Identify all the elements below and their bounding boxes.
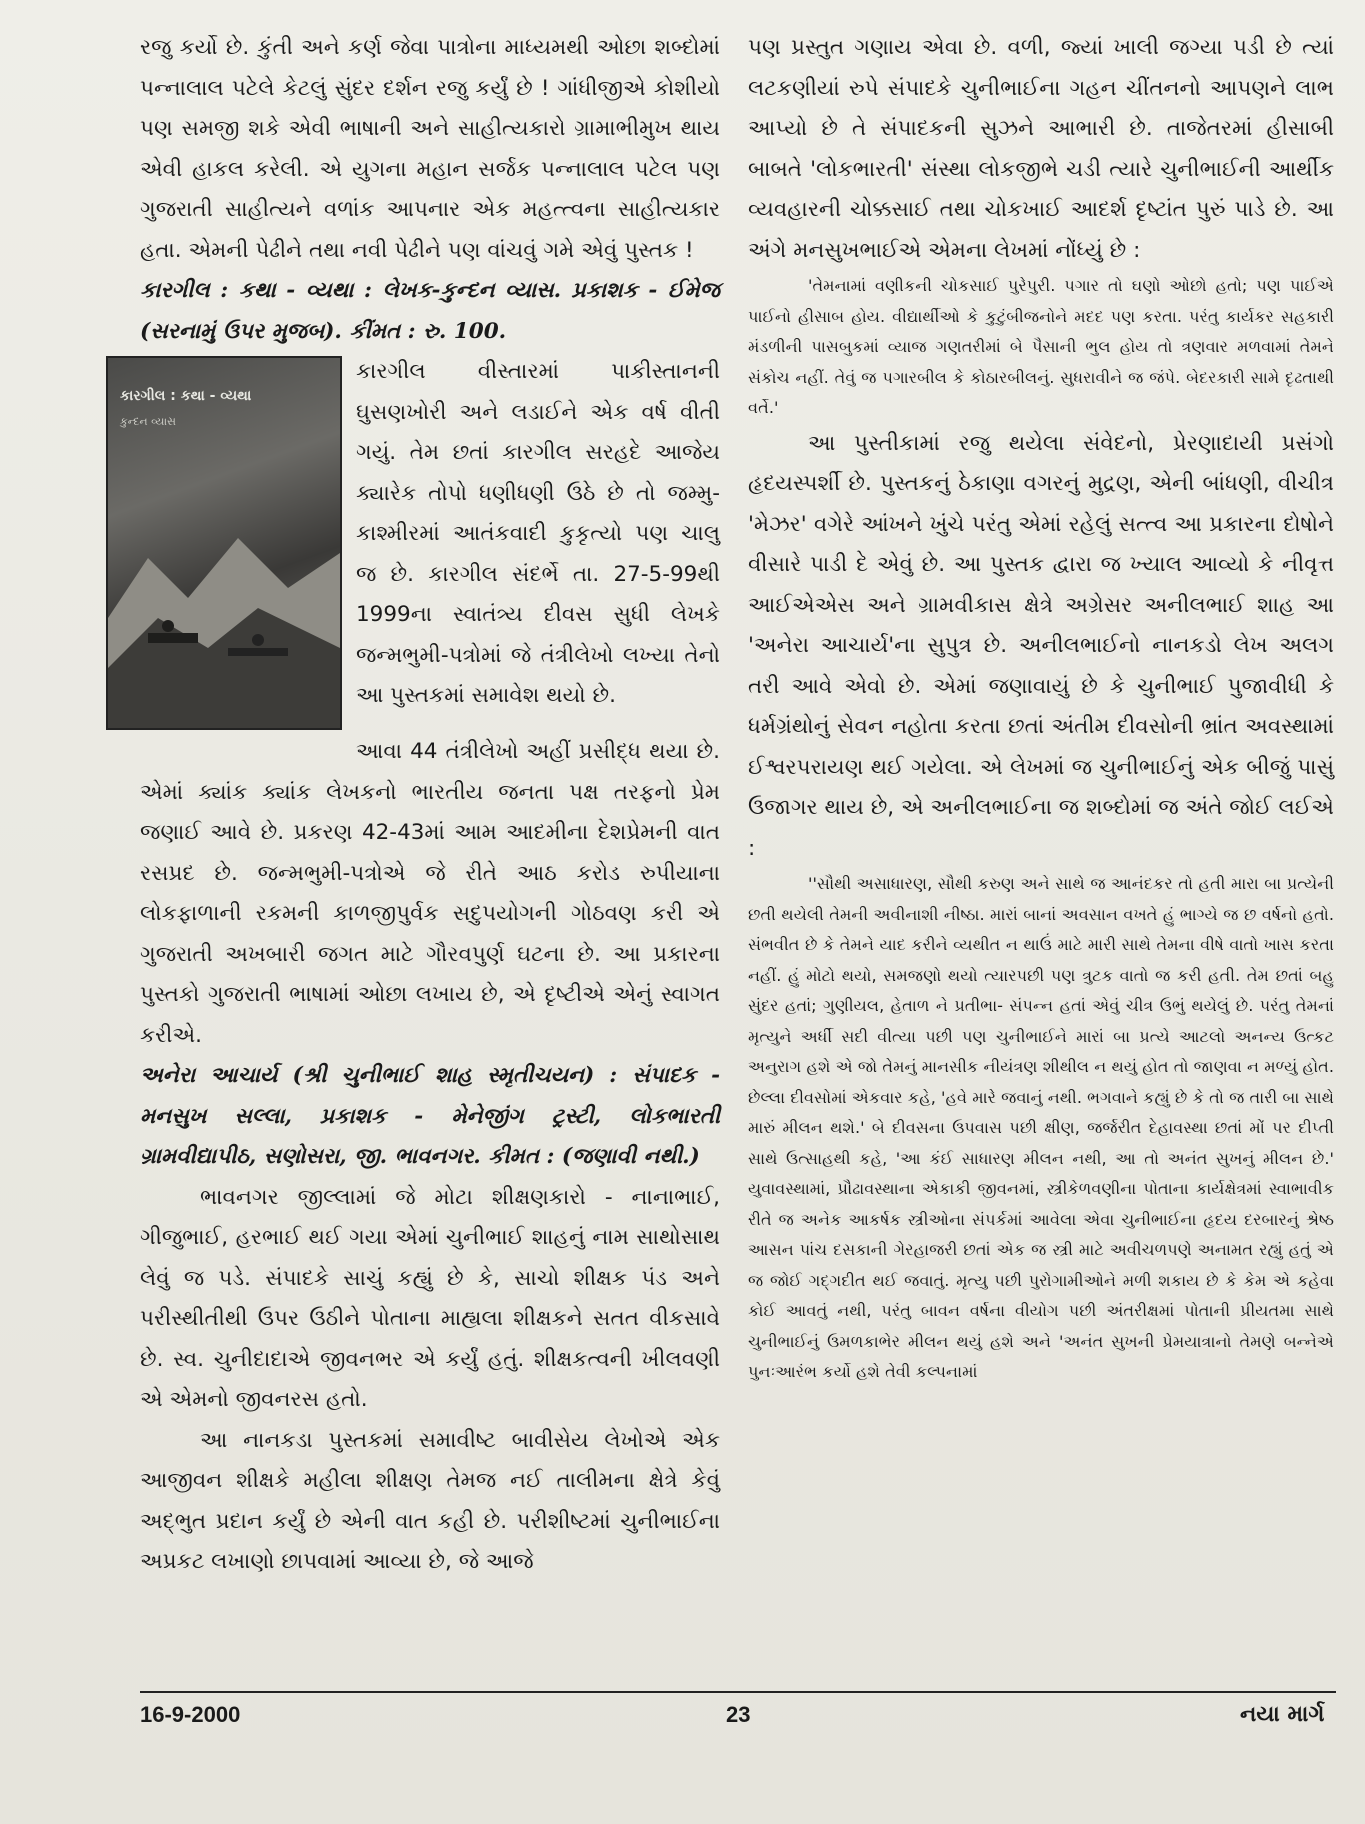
book1-review — [120, 352, 720, 732]
paragraph-bhavnagar: ભાવનગર જીલ્લામાં જે મોટા શીક્ષણકારો - નાનાભાઈ, ગીજુભાઈ, હરભાઈ થઈ ગયા એમાં ચુનીભાઈ શાહનું નામ સાથોસાથ લેવું જ પડે. સંપાદકે સાચું કહ્યું છે કે, સાચો શીક્ષક પંડ અને પરીસ્થીતીથી ઉપર ઉઠીને પોતાના માહ્યલા શીક્ષકને સતત વીકસાવે છે. સ્વ. ચુનીદાદાએ જીવનભર એ કર્યું હતું. શીક્ષકત્વની ખીલવણી એ એમનો જીવનરસ હતો. — [140, 1184, 720, 1412]
paragraph-continued: પણ પ્રસ્તુત ગણાય એવા છે. વળી, જ્યાં ખાલી જગ્યા પડી છે ત્યાં લટકણીયાં રુપે સંપાદકે ચુનીભાઈના ગહન ચીંતનનો આપણને લાભ આપ્યો છે તે સંપાદકની સુઝને આભારી છે. તાજેતરમાં હીસાબી બાબતે 'લોકભારતી' સંસ્થા લોકજીભે ચડી ત્યારે ચુનીભાઈની આર્થીક વ્યવહારની ચોક્કસાઈ તથા ચોકખાઈ આદર્શ દૃષ્ટાંત પુરું પાડે છે. આ અંગે મનસુખભાઈએ એમના લેખમાં નોંધ્યું છે : — [748, 35, 1334, 263]
paragraph-booklet-impressions: આ પુસ્તીકામાં રજુ થયેલા સંવેદનો, પ્રેરણાદાયી પ્રસંગો હૃદયસ્પર્શી છે. પુસ્તકનું ઠેકાણા વગરનું મુદ્રણ, એની બાંધણી, વીચીત્ર 'મેઝર' વગેરે આંખને ખુંચે પરંતુ એમાં રહેલું સત્ત્વ આ પ્રકારના દોષોને વીસારે પાડી દે એવું છે. આ પુસ્તક દ્વારા જ ખ્યાલ આવ્યો કે નીવૃત્ત આઈએએસ અને ગ્રામવીકાસ ક્ષેત્રે અગ્રેસર અનીલભાઈ શાહ આ 'અનેરા આચાર્ય'ના સુપુત્ર છે. અનીલભાઈનો નાનકડો લેખ અલગ તરી આવે એવો છે. એમાં જણાવાયું છે કે ચુનીભાઈ પુજાવીધી કે ધર્મગ્રંથોનું સેવન નહોતા કરતા છતાં અંતીમ દીવસોની ભ્રાંત અવસ્થામાં ઈશ્વરપરાયણ થઈ ગયેલા. એ લેખમાં જ ચુનીભાઈનું એક બીજું પાસું ઉજાગર થાય છે, એ અનીલભાઈના જ શબ્દોમાં જ અંતે જોઈ લઈએ : — [748, 430, 1334, 861]
book-cover-image — [106, 356, 342, 730]
footer-divider — [140, 1691, 1336, 1693]
book-cover-author: કુન્દન વ્યાસ — [120, 415, 176, 428]
book2-heading: અનેરા આચાર્ય (શ્રી ચુનીભાઈ શાહ સ્મૃતીચયન) : સંપાદક - મનસુખ સલ્લા, પ્રકાશક - મેનેજીંગ ટ્રસ્ટી, લોકભારતી ગ્રામવીદ્યાપીઠ, સણોસરા, જી. ભાવનગર. કીમત : (જણાવી નથી.) — [140, 1063, 720, 1169]
book1-review-text: કારગીલ વીસ્તારમાં પાકીસ્તાનની ઘુસણખોરી અને લડાઈને એક વર્ષ વીતી ગયું. તેમ છતાં કારગીલ સરહદે આજેય ક્યારેક તોપો ધણીધણી ઉઠે છે તો જમ્મુ-કાશ્મીરમાં આતંકવાદી કુકૃત્યો પણ ચાલુ જ છે. કારગીલ સંદર્ભે તા. 27-5-99થી 1999ના સ્વાતંત્ર્ય દીવસ સુધી લેખકે જન્મભુમી-પત્રોમાં જે તંત્રીલેખો લખ્યા તેનો આ પુસ્તકમાં સમાવેશ થયો છે. — [356, 359, 720, 708]
right-column — [748, 28, 1334, 1388]
left-column — [120, 28, 720, 1583]
page-number: 23 — [726, 1702, 751, 1727]
publication-name: નયા માર્ગ — [1240, 1702, 1325, 1727]
quote-anilbhai: ''સૌથી અસાધારણ, સૌથી કરુણ અને સાથે જ આનંદકર તો હતી મારા બા પ્રત્યેની છતી થયેલી તેમની અવીનાશી નીષ્ઠા. મારાં બાનાં અવસાન વખતે હું ભાગ્યે જ છ વર્ષનો હતો. સંભવીત છે કે તેમને યાદ કરીને વ્યથીત ન થાઉં માટે મારી સાથે તેમના વીષે વાતો ખાસ કરતા નહીં. હું મોટો થયો, સમજણો થયો ત્યારપછી પણ ત્રુટક વાતો જ કરી હતી. તેમ છતાં બહુ સુંદર હતાં; ગુણીયલ, હેતાળ ને પ્રતીભા- સંપન્ન હતાં એવું ચીત્ર ઉભું થયેલું છે. પરંતુ તેમનાં મૃત્યુને અર્ધી સદી વીત્યા પછી પણ ચુનીભાઈને મારાં બા પ્રત્યે આટલો અનન્ય ઉત્કટ અનુરાગ હશે એ જો તેમનું માનસીક નીયંત્રણ શીથીલ ન થયું હોત તો જાણવા ન મળ્યું હોત. છેલ્લા દીવસોમાં એકવાર કહે, 'હવે મારે જવાનું નથી. ભગવાને કહ્યું છે કે તો જ તારી બા સાથે મારું મીલન થશે.' બે દીવસના ઉપવાસ પછી ક્ષીણ, જર્જરીત દેહાવસ્થા છતાં મોં પર દીપ્તી સાથે ઉત્સાહથી કહે, 'આ કંઈ સાધારણ મીલન નથી, આ તો અનંત સુખનું મીલન છે.' યુવાવસ્થામાં, પ્રૌઢાવસ્થાના એકાકી જીવનમાં, સ્ત્રીકેળવણીના પોતાના કાર્યક્ષેત્રમાં સ્વાભાવીક રીતે જ અનેક આકર્ષક સ્ત્રીઓના સંપર્કમાં આવેલા એવા ચુનીભાઈના હૃદય દરબારનું શ્રેષ્ઠ આસન પાંચ દસકાની ગેરહાજરી છતાં એક જ સ્ત્રી માટે અવીચળપણે અનામત રહ્યું હતું એ જ જોઈ ગદ્ગદીત થઈ જવાતું. મૃત્યુ પછી પુરોગામીઓને મળી શકાય છે કે કેમ એ કહેવા કોઈ આવતું નથી, પરંતુ બાવન વર્ષના વીયોગ પછી અંતરીક્ષમાં પોતાની પ્રીયતમા સાથે ચુનીભાઈનું ઉમળકાભેર મીલન થયું હશે અને 'અનંત સુખની પ્રેમયાત્રાનો તેમણે બન્નેએ પુનઃઆરંભ કર્યો હશે તેવી કલ્પનામાં — [748, 874, 1334, 1381]
quote-mansukhbhai: 'તેમનામાં વણીકની ચોકસાઈ પુરેપુરી. પગાર તો ઘણો ઓછો હતો; પણ પાઈએ પાઈનો હીસાબ હોય. વીદ્યાર્થીઓ કે કુટુંબીજનોને મદદ પણ કરતા. પરંતુ કાર્યકર સહકારી મંડળીની પાસબુકમાં વ્યાજ ગણતરીમાં બે પૈસાની ભુલ હોય તો ત્રણવાર મળવામાં તેમને સંકોચ નહીં. તેવું જ પગારબીલ કે કોઠારબીલનું. સુધરાવીને જ જંપે. બેદરકારી સામે દૃઢતાથી વર્તે.' — [748, 276, 1334, 417]
paragraph-intro: રજુ કર્યો છે. કુંતી અને કર્ણ જેવા પાત્રોના માધ્યમથી ઓછા શબ્દોમાં પન્નાલાલ પટેલે કેટલું સુંદર દર્શન રજુ કર્યું છે ! ગાંધીજીએ કોશીયો પણ સમજી શકે એવી ભાષાની અને સાહીત્યકારો ગ્રામાભીમુખ થાય એવી હાકલ કરેલી. એ યુગના મહાન સર્જક પન્નાલાલ પટેલ પણ ગુજરાતી સાહીત્યને વળાંક આપનાર એક મહત્ત્વના સાહીત્યકાર હતા. એમની પેઢીને તથા નવી પેઢીને પણ વાંચવું ગમે એવું પુસ્તક ! — [140, 35, 720, 263]
footer-date: 16-9-2000 — [140, 1702, 241, 1727]
mountain-soldiers-illustration — [108, 498, 340, 728]
book1-heading: કારગીલ : કથા - વ્યથા : લેખક-કુન્દન વ્યાસ. પ્રકાશક - ઈમેજ (સરનામું ઉપર મુજબ). કીંમત : રુ. 100. — [140, 278, 720, 344]
book-cover-title: કારગીલ : કથા - વ્યથા — [120, 388, 252, 404]
book1-review-continued: આવા 44 તંત્રીલેખો અહીં પ્રસીદ્ધ થયા છે. એમાં ક્યાંક ક્યાંક લેખકનો ભારતીય જનતા પક્ષ તરફનો પ્રેમ જણાઈ આવે છે. પ્રકરણ 42-43માં આમ આદમીના દેશપ્રેમની વાત રસપ્રદ છે. જન્મભુમી-પત્રોએ જે રીતે આઠ કરોડ રુપીયાના લોકફાળાની રકમની કાળજીપુર્વક સદુપયોગની ગોઠવણ કરી એ ગુજરાતી અખબારી જગત માટે ગૌરવપુર્ણ ઘટના છે. આ પ્રકારના પુસ્તકો ગુજરાતી ભાષામાં ઓછા લખાય છે, એ દૃષ્ટીએ એનું સ્વાગત કરીએ. — [140, 739, 720, 1048]
paragraph-booklet: આ નાનકડા પુસ્તકમાં સમાવીષ્ટ બાવીસેય લેખોએ એક આજીવન શીક્ષકે મહીલા શીક્ષણ તેમજ નઈ તાલીમના ક્ષેત્રે કેવું અદ્ભુત પ્રદાન કર્યું છે એની વાત કહી છે. પરીશીષ્ટમાં ચુનીભાઈના અપ્રકટ લખાણો છાપવામાં આવ્યા છે, જે આજે — [140, 1427, 720, 1574]
